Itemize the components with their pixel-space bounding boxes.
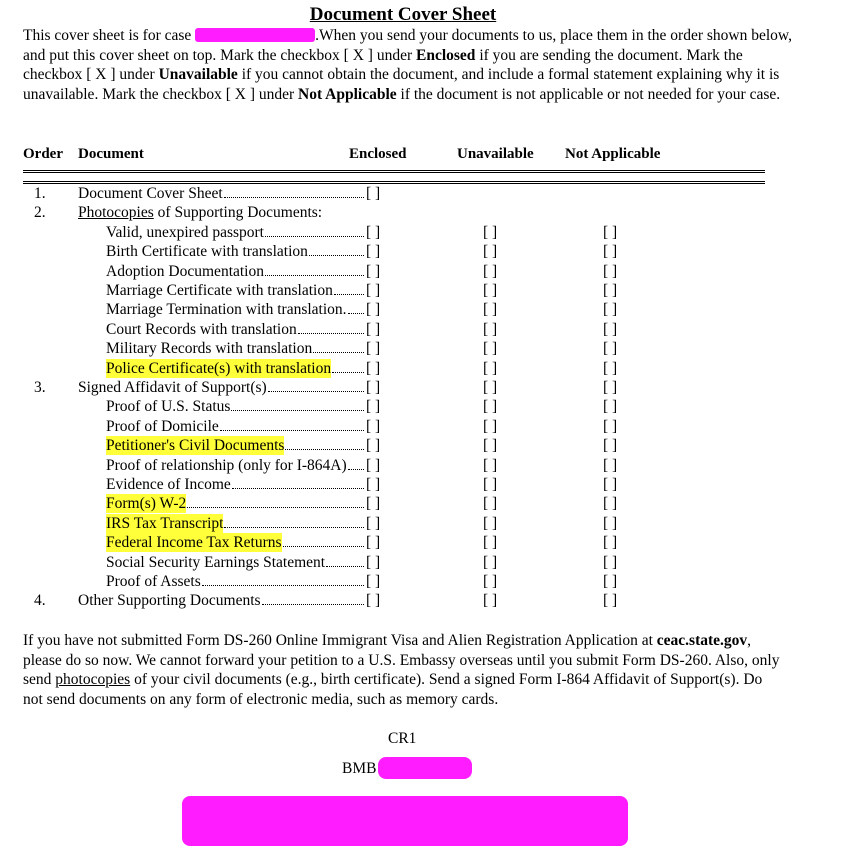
outro-text: If you have not submitted Form DS-260 Online Immigrant Visa and Alien Registration Application at bbox=[23, 632, 657, 649]
intro-text: if you are sending the document. Mark the checkbox [ X ] under bbox=[23, 46, 743, 84]
row-label: Form(s) W-2 bbox=[106, 495, 187, 513]
table-row bbox=[0, 262, 850, 281]
table-row bbox=[0, 494, 850, 513]
enclosed-checkbox[interactable]: [ ] bbox=[366, 301, 381, 319]
not-applicable-checkbox[interactable]: [ ] bbox=[603, 243, 618, 261]
dot-leader bbox=[334, 281, 364, 295]
intro-text: if the document is not applicable or not needed for your case. bbox=[396, 85, 781, 103]
unavailable-checkbox[interactable]: [ ] bbox=[483, 553, 498, 571]
enclosed-checkbox[interactable]: [ ] bbox=[366, 573, 381, 590]
table-row bbox=[0, 223, 850, 242]
dot-leader bbox=[187, 494, 364, 508]
not-applicable-checkbox[interactable]: [ ] bbox=[603, 495, 618, 513]
row-label: Evidence of Income bbox=[106, 476, 231, 493]
dot-leader bbox=[265, 262, 364, 276]
dot-leader bbox=[332, 359, 364, 373]
intro-enclosed-word: Enclosed bbox=[416, 46, 476, 64]
table-row bbox=[0, 553, 850, 572]
row-label: Other Supporting Documents bbox=[78, 592, 261, 610]
outro-text: , please do so now. We cannot forward your petition to a U.S. Embassy overseas until you submit Form DS-260. Also, only send bbox=[23, 632, 780, 689]
enclosed-checkbox[interactable]: [ ] bbox=[366, 320, 381, 338]
unavailable-checkbox[interactable]: [ ] bbox=[483, 320, 498, 338]
table-row bbox=[0, 572, 850, 591]
header-document: Document bbox=[78, 146, 144, 162]
row-label: Marriage Termination with translation. bbox=[106, 301, 347, 319]
row-number: 4. bbox=[34, 592, 46, 610]
not-applicable-checkbox[interactable]: [ ] bbox=[603, 282, 618, 299]
enclosed-checkbox[interactable]: [ ] bbox=[366, 282, 381, 299]
dot-leader bbox=[348, 300, 364, 314]
unavailable-checkbox[interactable]: [ ] bbox=[483, 514, 498, 532]
enclosed-checkbox[interactable]: [ ] bbox=[366, 359, 381, 377]
dot-leader bbox=[224, 514, 364, 528]
unavailable-checkbox[interactable]: [ ] bbox=[483, 243, 498, 261]
unavailable-checkbox[interactable]: [ ] bbox=[483, 340, 498, 358]
not-applicable-checkbox[interactable]: [ ] bbox=[603, 514, 618, 532]
enclosed-checkbox[interactable]: [ ] bbox=[366, 223, 381, 241]
visa-category: CR1 bbox=[388, 730, 417, 747]
dot-leader bbox=[268, 378, 364, 392]
table-row bbox=[0, 242, 850, 261]
row-label: Court Records with translation bbox=[106, 320, 297, 338]
header-order: Order bbox=[23, 146, 63, 162]
header-not-applicable: Not Applicable bbox=[565, 146, 661, 162]
outro-text: of your civil documents (e.g., birth certificate). Send a signed Form I-864 Affidavit of Support(s). Do not send documents on any form of electronic media, such as memory cards. bbox=[23, 671, 763, 708]
not-applicable-checkbox[interactable]: [ ] bbox=[603, 398, 618, 416]
intro-text: .When you send your documents to us, place them in the order shown below, and put this cover sheet on top. Mark the checkbox [ X ] under bbox=[23, 27, 792, 64]
dot-leader bbox=[202, 572, 364, 586]
row-label: Proof of Assets bbox=[106, 573, 201, 590]
unavailable-checkbox[interactable]: [ ] bbox=[483, 301, 498, 319]
dot-leader bbox=[231, 397, 364, 411]
not-applicable-checkbox[interactable]: [ ] bbox=[603, 592, 618, 610]
unavailable-checkbox[interactable]: [ ] bbox=[483, 573, 498, 590]
dot-leader bbox=[224, 184, 364, 198]
table-row bbox=[0, 320, 850, 339]
table-row bbox=[0, 281, 850, 300]
dot-leader bbox=[285, 436, 364, 450]
row-label: Federal Income Tax Returns bbox=[106, 534, 282, 552]
row-label: IRS Tax Transcript bbox=[106, 514, 224, 532]
row-number: 3. bbox=[34, 379, 46, 396]
unavailable-checkbox[interactable]: [ ] bbox=[483, 398, 498, 416]
row-number: 2. bbox=[34, 204, 46, 222]
unavailable-checkbox[interactable]: [ ] bbox=[483, 495, 498, 513]
not-applicable-checkbox[interactable]: [ ] bbox=[603, 534, 618, 552]
enclosed-checkbox[interactable]: [ ] bbox=[366, 379, 381, 396]
row-label: Petitioner's Civil Documents bbox=[106, 437, 285, 455]
intro-text: if you cannot obtain the document, and include a formal statement explaining why it is unavailable. Mark the checkbox [ X ] under bbox=[23, 66, 780, 103]
row-label: Adoption Documentation bbox=[106, 262, 264, 280]
table-row bbox=[0, 514, 850, 533]
dot-leader bbox=[283, 533, 364, 547]
dot-leader bbox=[232, 475, 364, 489]
intro-not-applicable-word: Not Applicable bbox=[298, 85, 397, 103]
unavailable-checkbox[interactable]: [ ] bbox=[483, 223, 498, 241]
dot-leader bbox=[262, 591, 364, 605]
not-applicable-checkbox[interactable]: [ ] bbox=[603, 553, 618, 571]
row-label: Police Certificate(s) with translation bbox=[106, 359, 332, 377]
table-row bbox=[0, 417, 850, 436]
enclosed-checkbox[interactable]: [ ] bbox=[366, 185, 381, 202]
row-label: Signed Affidavit of Support(s) bbox=[78, 379, 267, 396]
dot-leader bbox=[298, 320, 364, 334]
header-enclosed: Enclosed bbox=[349, 146, 407, 162]
not-applicable-checkbox[interactable]: [ ] bbox=[603, 340, 618, 358]
unavailable-checkbox[interactable]: [ ] bbox=[483, 359, 498, 377]
table-row bbox=[0, 475, 850, 494]
row-label: Valid, unexpired passport bbox=[106, 223, 264, 241]
table-row bbox=[0, 397, 850, 416]
not-applicable-checkbox[interactable]: [ ] bbox=[603, 262, 618, 280]
enclosed-checkbox[interactable]: [ ] bbox=[366, 243, 381, 261]
dot-leader bbox=[326, 553, 364, 567]
dot-leader bbox=[348, 456, 364, 470]
not-applicable-checkbox[interactable]: [ ] bbox=[603, 456, 618, 474]
unavailable-checkbox[interactable]: [ ] bbox=[483, 417, 498, 435]
redacted-barcode bbox=[182, 796, 628, 846]
table-row bbox=[0, 378, 850, 397]
not-applicable-checkbox[interactable]: [ ] bbox=[603, 223, 618, 241]
unavailable-checkbox[interactable]: [ ] bbox=[483, 476, 498, 493]
row-label: Marriage Certificate with translation bbox=[106, 282, 333, 299]
row-label: Proof of Domicile bbox=[106, 417, 219, 435]
enclosed-checkbox[interactable]: [ ] bbox=[366, 514, 381, 532]
not-applicable-checkbox[interactable]: [ ] bbox=[603, 320, 618, 338]
unavailable-checkbox[interactable]: [ ] bbox=[483, 437, 498, 455]
enclosed-checkbox[interactable]: [ ] bbox=[366, 592, 381, 610]
enclosed-checkbox[interactable]: [ ] bbox=[366, 534, 381, 552]
table-row bbox=[0, 359, 850, 378]
table-row bbox=[0, 184, 850, 203]
row-label: Military Records with translation bbox=[106, 340, 313, 358]
enclosed-checkbox[interactable]: [ ] bbox=[366, 495, 381, 513]
table-row bbox=[0, 456, 850, 475]
table-row bbox=[0, 533, 850, 552]
bmb-label: BMB bbox=[342, 760, 377, 777]
row-label: Proof of relationship (only for I-864A) bbox=[106, 456, 347, 474]
not-applicable-checkbox[interactable]: [ ] bbox=[603, 379, 618, 396]
dot-leader bbox=[220, 417, 364, 431]
intro-unavailable-word: Unavailable bbox=[158, 66, 238, 84]
not-applicable-checkbox[interactable]: [ ] bbox=[603, 301, 618, 319]
photocopies-word: photocopies bbox=[55, 671, 131, 689]
header-unavailable: Unavailable bbox=[457, 146, 534, 162]
row-label: Proof of U.S. Status bbox=[106, 398, 231, 416]
ceac-link: ceac.state.gov bbox=[656, 632, 748, 649]
dot-leader bbox=[309, 242, 364, 256]
table-row bbox=[0, 591, 850, 610]
intro-paragraph bbox=[23, 26, 793, 104]
row-label: Birth Certificate with translation bbox=[106, 243, 308, 261]
enclosed-checkbox[interactable]: [ ] bbox=[366, 262, 381, 280]
enclosed-checkbox[interactable]: [ ] bbox=[366, 456, 381, 474]
unavailable-checkbox[interactable]: [ ] bbox=[483, 534, 498, 552]
unavailable-checkbox[interactable]: [ ] bbox=[483, 379, 498, 396]
unavailable-checkbox[interactable]: [ ] bbox=[483, 262, 498, 280]
enclosed-checkbox[interactable]: [ ] bbox=[366, 398, 381, 416]
redacted-bmb-number bbox=[378, 757, 472, 779]
page-title: Document Cover Sheet bbox=[309, 4, 497, 25]
row-label: Document Cover Sheet bbox=[78, 185, 223, 202]
enclosed-checkbox[interactable]: [ ] bbox=[366, 553, 381, 571]
row-label: Photocopies of Supporting Documents: bbox=[78, 204, 323, 222]
enclosed-checkbox[interactable]: [ ] bbox=[366, 340, 381, 358]
table-row bbox=[0, 300, 850, 319]
not-applicable-checkbox[interactable]: [ ] bbox=[603, 573, 618, 590]
unavailable-checkbox[interactable]: [ ] bbox=[483, 282, 498, 299]
row-number: 1. bbox=[34, 185, 46, 202]
not-applicable-checkbox[interactable]: [ ] bbox=[603, 437, 618, 455]
header-separator bbox=[23, 170, 765, 184]
instructions-paragraph bbox=[23, 631, 783, 709]
unavailable-checkbox[interactable]: [ ] bbox=[483, 456, 498, 474]
not-applicable-checkbox[interactable]: [ ] bbox=[603, 359, 618, 377]
table-row bbox=[0, 436, 850, 455]
not-applicable-checkbox[interactable]: [ ] bbox=[603, 417, 618, 435]
unavailable-checkbox[interactable]: [ ] bbox=[483, 592, 498, 610]
enclosed-checkbox[interactable]: [ ] bbox=[366, 417, 381, 435]
dot-leader bbox=[265, 223, 364, 237]
enclosed-checkbox[interactable]: [ ] bbox=[366, 476, 381, 493]
dot-leader bbox=[313, 339, 364, 353]
table-row bbox=[0, 339, 850, 358]
table-row bbox=[0, 203, 850, 222]
intro-text: This cover sheet is for case bbox=[23, 27, 192, 44]
not-applicable-checkbox[interactable]: [ ] bbox=[603, 476, 618, 493]
row-label: Social Security Earnings Statement bbox=[106, 553, 326, 571]
enclosed-checkbox[interactable]: [ ] bbox=[366, 437, 381, 455]
redacted-case-number bbox=[195, 28, 315, 42]
